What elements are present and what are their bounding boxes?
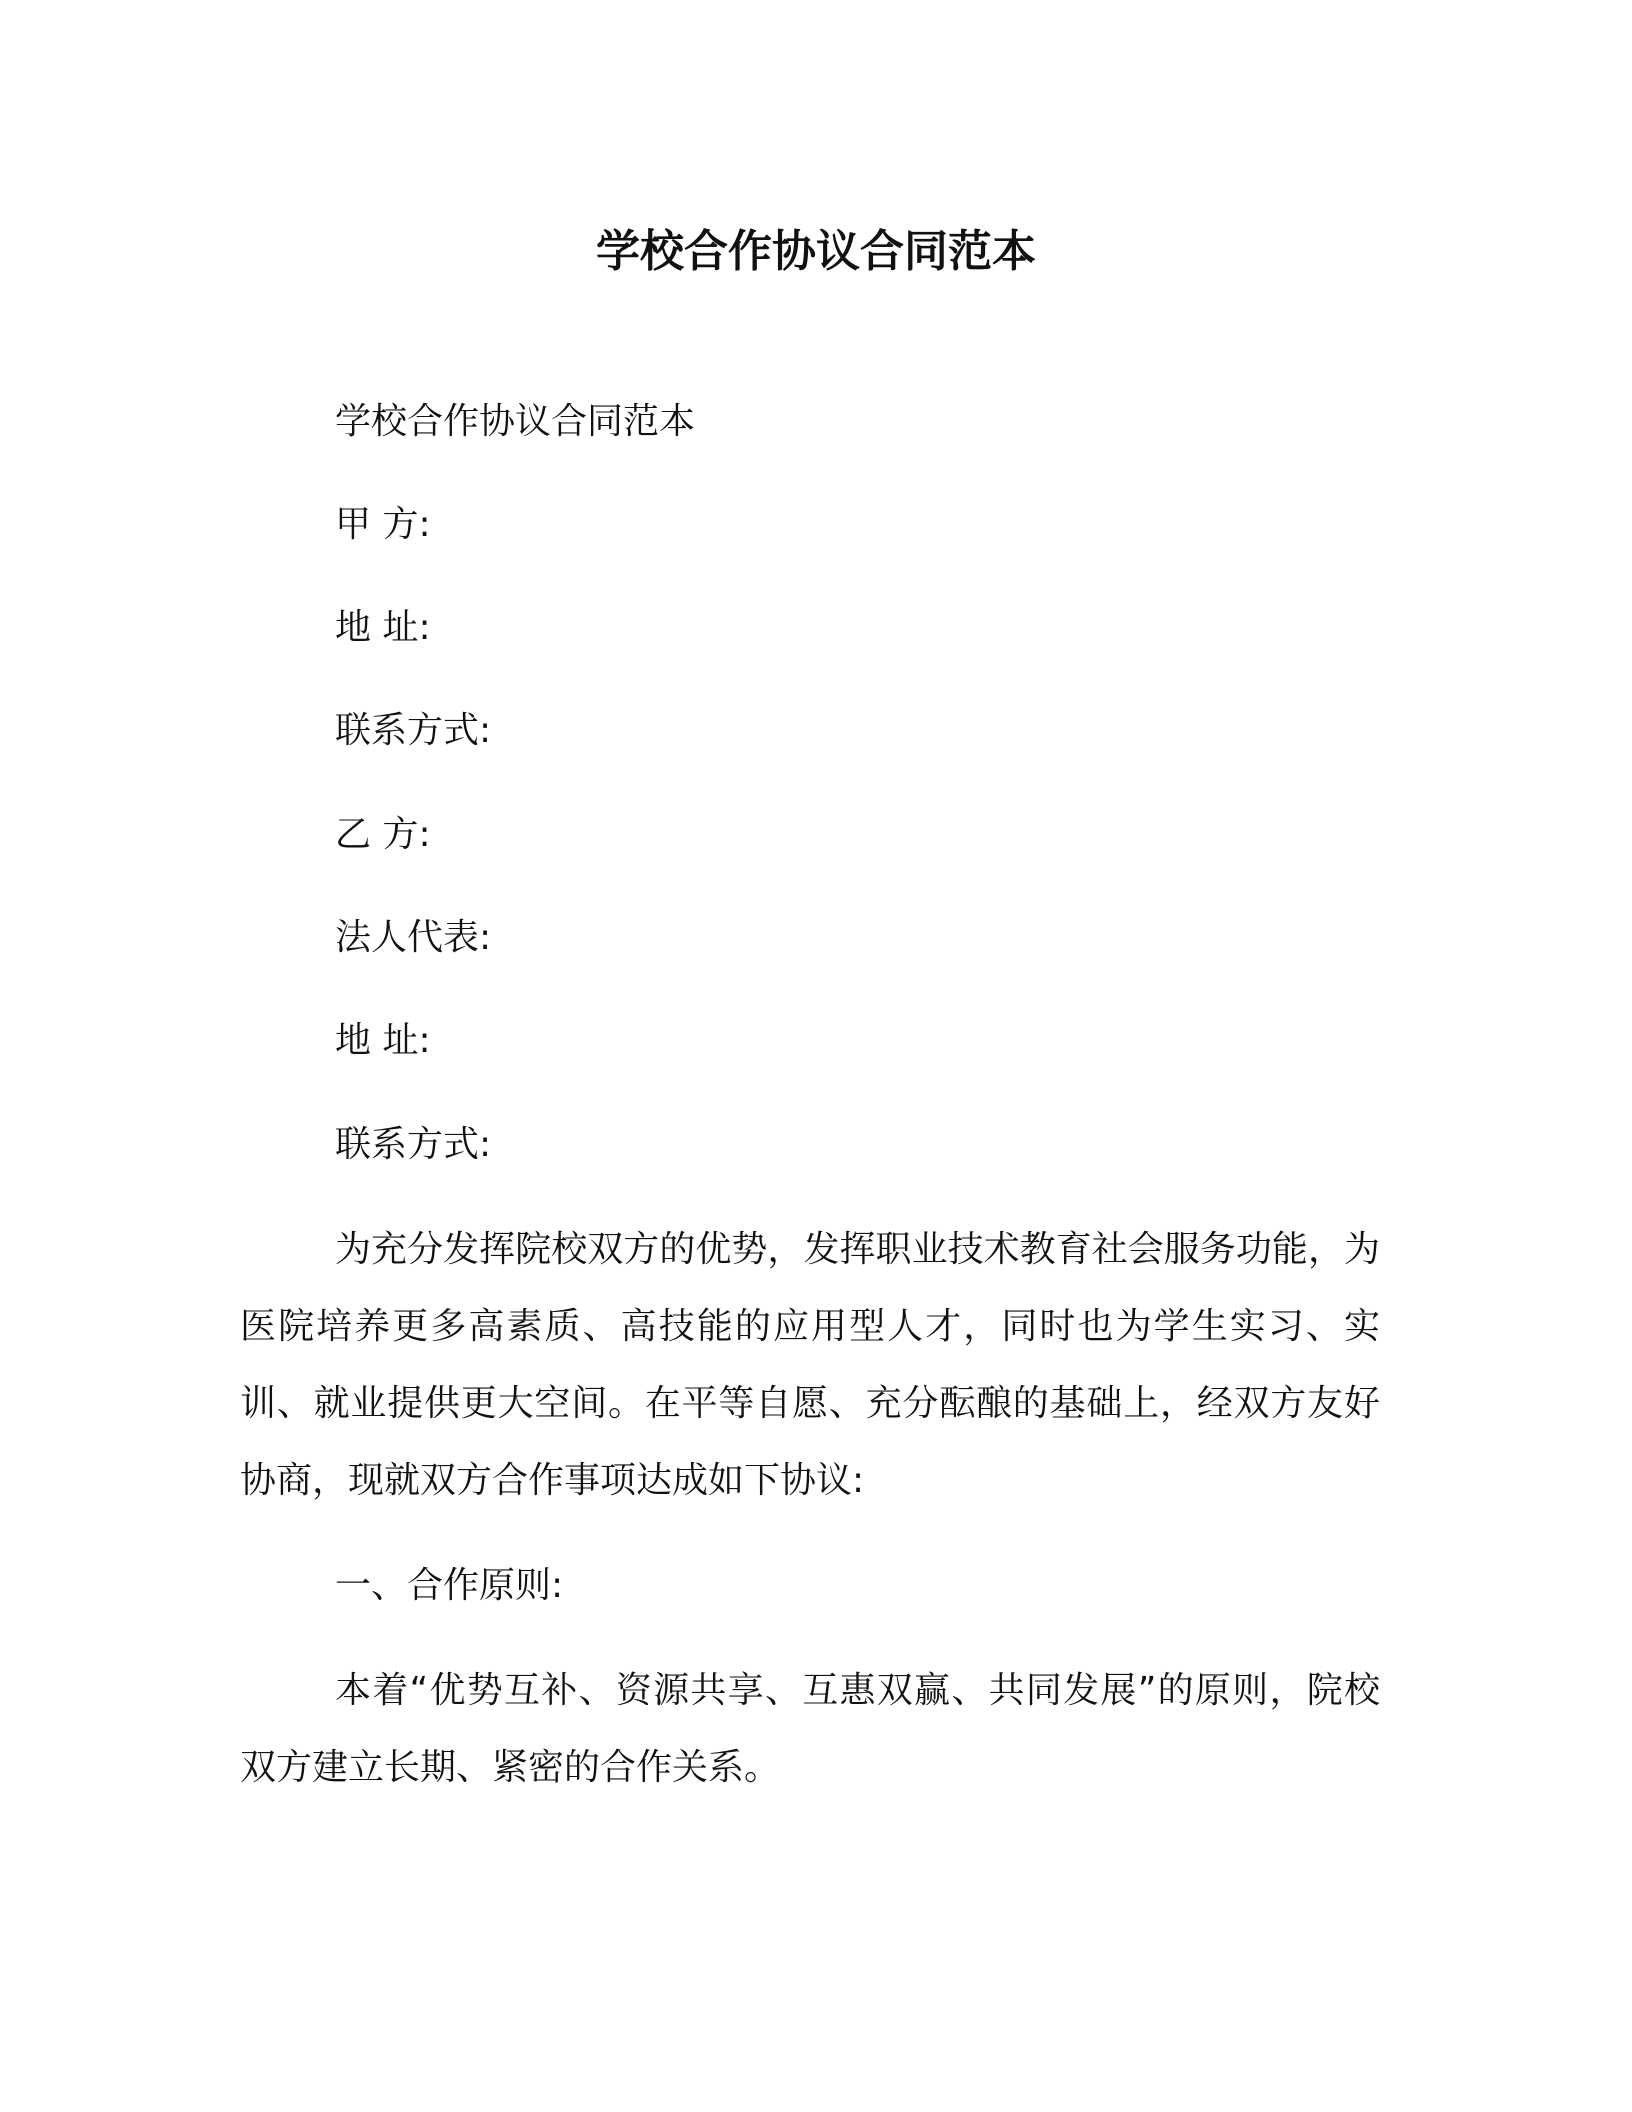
document-title: 学校合作协议合同范本 (596, 226, 1036, 277)
section-1-heading: 一、合作原则: (335, 1565, 564, 1606)
legal-representative-label: 法人代表: (335, 917, 492, 958)
party-a-address-label: 地 址: (335, 607, 431, 648)
party-b-address-label: 地 址: (335, 1020, 431, 1061)
party-a-contact-label: 联系方式: (335, 710, 492, 751)
party-a-label: 甲 方: (335, 504, 431, 545)
party-b-contact-label: 联系方式: (335, 1124, 492, 1165)
intro-paragraph: 为充分发挥院校双方的优势，发挥职业技术教育社会服务功能，为医院培养更多高素质、高技能的应用型人才，同时也为学生实习、实训、就业提供更大空间。在平等自愿、充分酝酿的基础上，经双方友好协商，现就双方合作事项达成如下协议: (240, 1229, 1380, 1501)
section-1-paragraph: 本着“优势互补、资源共享、互惠双赢、共同发展”的原则，院校双方建立长期、紧密的合作关系。 (240, 1670, 1380, 1788)
document-subtitle: 学校合作协议合同范本 (335, 401, 696, 442)
party-b-label: 乙 方: (335, 814, 431, 855)
